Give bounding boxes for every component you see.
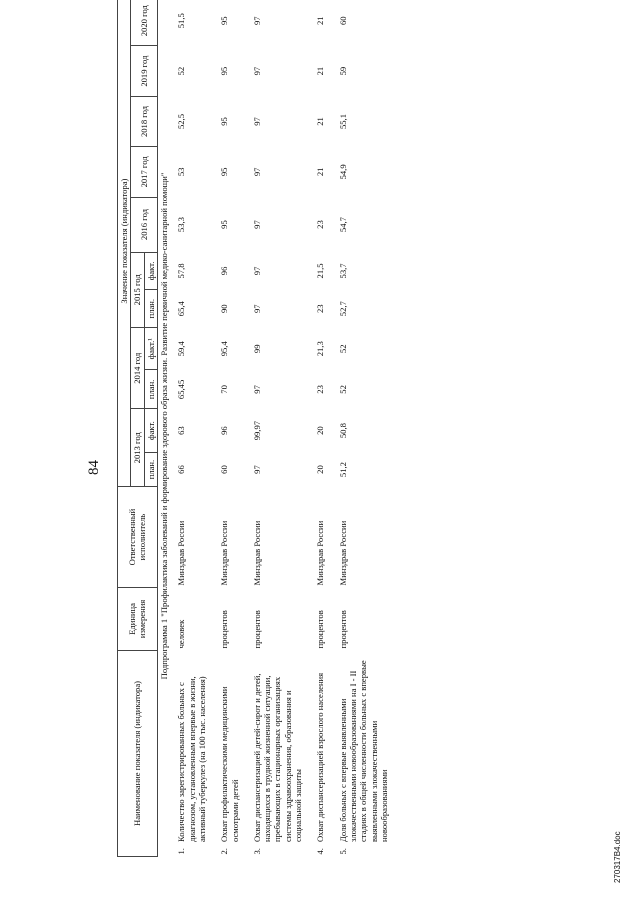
unit-cell: процентов <box>251 610 262 649</box>
responsible-cell: Минздрав России <box>176 520 187 586</box>
responsible-cell: Минздрав России <box>337 520 348 586</box>
value-cell: 23 <box>315 385 326 394</box>
value-cell: 55,1 <box>337 113 348 130</box>
value-cell: 50,8 <box>337 423 348 439</box>
row-number: 4. <box>315 848 326 855</box>
value-cell: 23 <box>315 304 326 313</box>
subprogram-row <box>157 0 170 857</box>
value-cell: 51,2 <box>337 462 348 478</box>
header-values-group: Значение показателя (индикатора) <box>118 0 131 487</box>
header-2013-fact: факт. <box>144 409 157 453</box>
value-cell: 60 <box>337 16 348 26</box>
header-2013-plan: план. <box>144 452 157 486</box>
value-cell: 95 <box>219 66 230 76</box>
unit-cell: процентов <box>315 610 326 649</box>
row-number: 2. <box>219 848 230 855</box>
value-cell: 97 <box>251 66 262 76</box>
header-2017: 2017 год <box>131 147 158 197</box>
indicator-name: Количество зарегистрированных больных с диагнозом, установленным впервые в жизни, активный туберкулез (на 100 тыс. населения) <box>176 676 207 843</box>
value-cell: 52 <box>337 385 348 394</box>
value-cell: 97 <box>251 220 262 229</box>
header-2013: 2013 год <box>131 409 144 487</box>
value-cell: 20 <box>315 426 326 435</box>
unit-cell: процентов <box>219 610 230 649</box>
value-cell: 97 <box>251 117 262 126</box>
subprogram-title: Подпрограмма 1 "Профилактика заболеваний и формирование здорового образа жизни. Развитие первичной медико-санитарной помощи" <box>158 172 169 680</box>
value-cell: 54,9 <box>337 164 348 180</box>
header-2016: 2016 год <box>131 197 158 252</box>
value-cell: 95 <box>219 16 230 26</box>
responsible-cell: Минздрав России <box>315 520 326 586</box>
header-name: Наименование показателя (индикатора) <box>118 650 158 856</box>
value-cell: 99 <box>251 344 262 354</box>
page-number: 84 <box>86 460 102 475</box>
value-cell: 90 <box>219 304 230 313</box>
value-cell: 96 <box>219 266 230 276</box>
footer-filename: 270317B4.doc <box>613 831 622 883</box>
header-responsible: Ответственный исполнитель <box>118 487 158 588</box>
table-row <box>213 0 246 857</box>
indicator-name-cell <box>170 650 213 856</box>
value-cell: 53,3 <box>176 217 187 233</box>
indicator-name-cell <box>332 650 396 856</box>
value-cell: 21 <box>315 16 326 26</box>
header-2020: 2020 год <box>131 0 158 46</box>
header-2014-fact: факт.¹ <box>144 328 157 370</box>
indicator-name-cell <box>309 650 331 856</box>
header-2018: 2018 год <box>131 96 158 146</box>
value-cell: 52,5 <box>176 113 187 130</box>
unit-cell: процентов <box>337 610 348 649</box>
value-cell: 21 <box>315 117 326 126</box>
header-2015: 2015 год <box>131 252 144 328</box>
table-body <box>157 0 395 857</box>
indicators-table <box>117 0 395 857</box>
header-2015-fact: факт. <box>144 252 157 290</box>
header-unit: Единица измерения <box>118 587 158 650</box>
header-row-1 <box>118 0 131 857</box>
value-cell: 99,97 <box>251 420 262 441</box>
indicator-name-cell <box>246 650 310 856</box>
value-cell: 53,7 <box>337 263 348 279</box>
value-cell: 59,4 <box>176 341 187 357</box>
value-cell: 95 <box>219 220 230 229</box>
header-2019: 2019 год <box>131 46 158 96</box>
value-cell: 52 <box>337 344 348 354</box>
indicator-name-cell <box>213 650 246 856</box>
value-cell: 52 <box>176 66 187 76</box>
responsible-cell: Минздрав России <box>251 520 262 586</box>
value-cell: 59 <box>337 66 348 76</box>
table-row <box>332 0 396 857</box>
indicator-name: Доля больных с впервые выявленными злокачественными новообразованиями на I - II стадиях в общей численности больных с впервые выявленными злокачественными новообразованиями <box>337 660 389 843</box>
value-cell: 97 <box>251 304 262 313</box>
row-number: 1. <box>176 848 187 855</box>
header-2014-plan: план. <box>144 370 157 409</box>
value-cell: 95,4 <box>219 341 230 357</box>
value-cell: 66 <box>176 465 187 474</box>
value-cell: 96 <box>219 426 230 435</box>
value-cell: 21,5 <box>315 263 326 279</box>
value-cell: 57,8 <box>176 263 187 279</box>
table-row <box>309 0 331 857</box>
value-cell: 21 <box>315 66 326 76</box>
value-cell: 65,4 <box>176 301 187 317</box>
value-cell: 95 <box>219 167 230 177</box>
value-cell: 97 <box>251 385 262 394</box>
value-cell: 97 <box>251 465 262 474</box>
row-number: 3. <box>251 848 262 855</box>
indicator-name: Охват профилактическими медицинскими осмотрами детей <box>219 686 240 843</box>
value-cell: 97 <box>251 16 262 26</box>
value-cell: 63 <box>176 426 187 435</box>
unit-cell: человек <box>176 619 187 649</box>
value-cell: 70 <box>219 385 230 394</box>
value-cell: 21 <box>315 167 326 177</box>
value-cell: 97 <box>251 266 262 276</box>
value-cell: 97 <box>251 167 262 177</box>
value-cell: 21,3 <box>315 341 326 357</box>
responsible-cell: Минздрав России <box>219 520 230 586</box>
row-number: 5. <box>337 848 348 855</box>
header-2014: 2014 год <box>131 328 144 409</box>
table-row <box>246 0 310 857</box>
value-cell: 53 <box>176 167 187 177</box>
value-cell: 60 <box>219 465 230 474</box>
indicator-name: Охват диспансеризацией детей-сирот и детей, находящихся в трудной жизненной ситуации, пребывающих в стационарных организациях системы здравоохранения, образования и социальной защиты <box>251 673 304 843</box>
value-cell: 54,7 <box>337 217 348 233</box>
value-cell: 95 <box>219 117 230 126</box>
value-cell: 20 <box>315 465 326 474</box>
header-2015-plan: план. <box>144 290 157 328</box>
value-cell: 65,45 <box>176 379 187 400</box>
value-cell: 23 <box>315 220 326 229</box>
indicator-name: Охват диспансеризацией взрослого населения <box>315 672 326 843</box>
value-cell: 52,7 <box>337 301 348 317</box>
value-cell: 51,5 <box>176 13 187 29</box>
table-row <box>170 0 213 857</box>
